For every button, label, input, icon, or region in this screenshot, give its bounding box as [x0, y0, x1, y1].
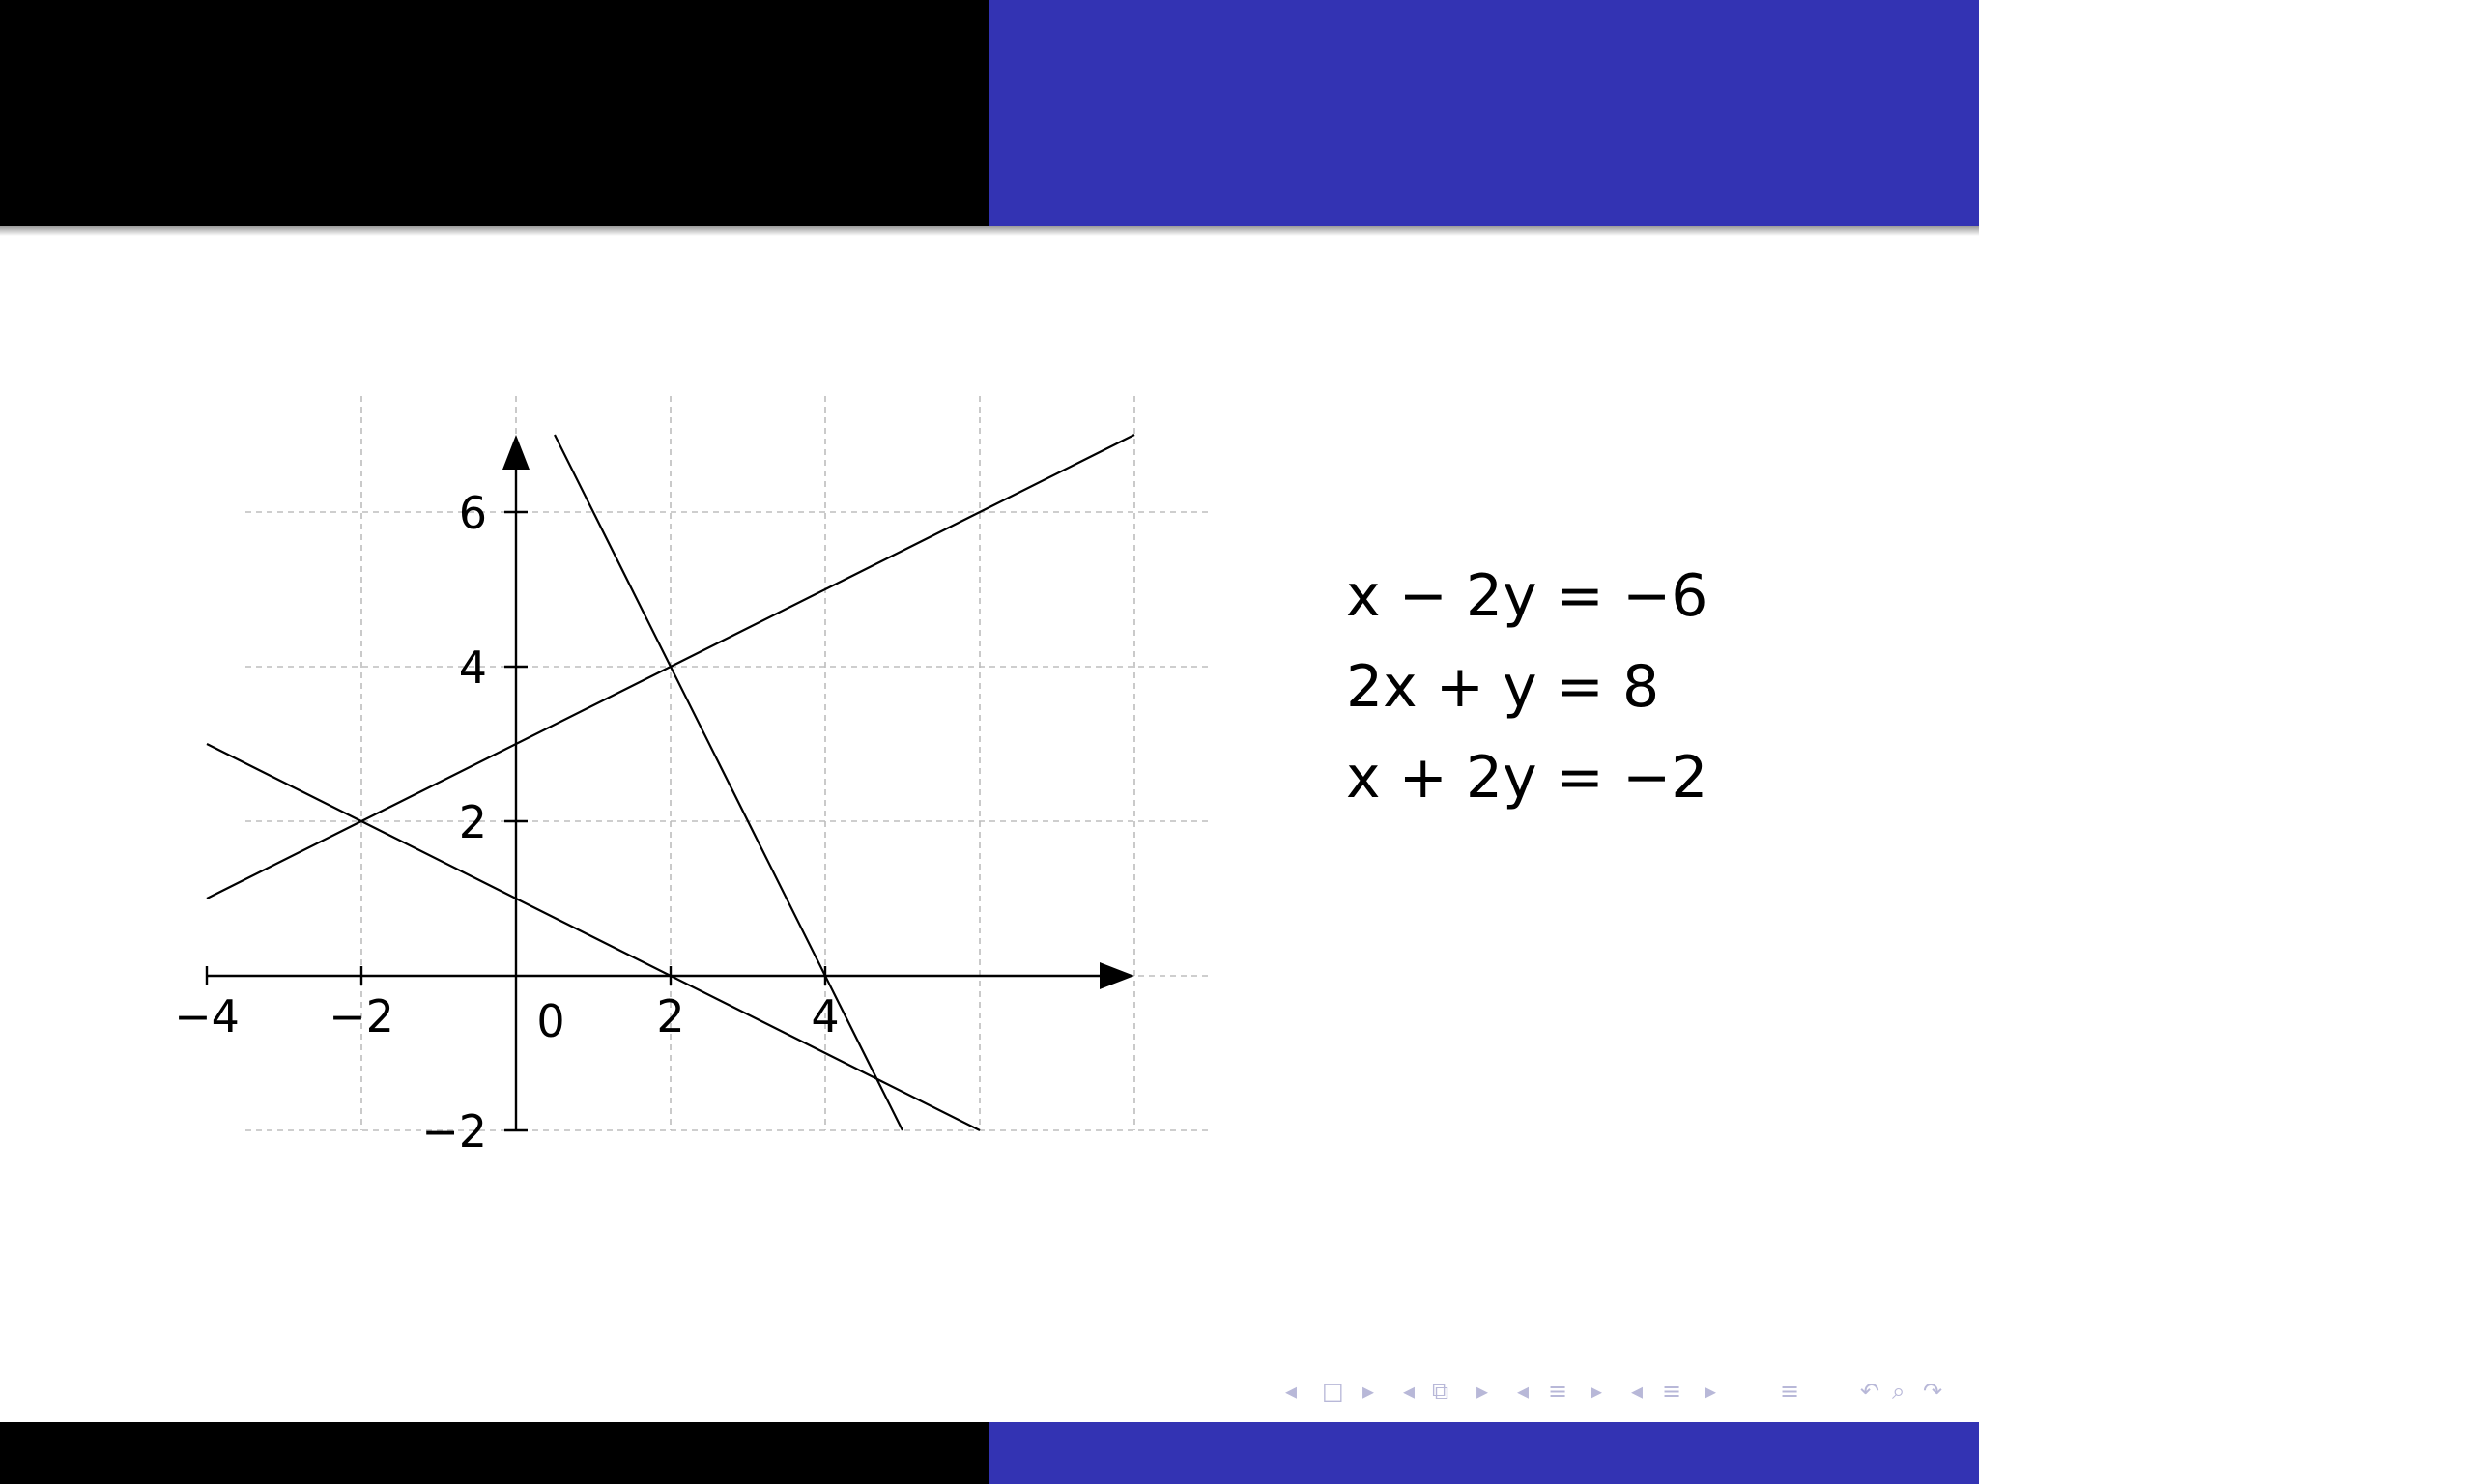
y-tick-label: 2 [458, 796, 487, 848]
nav-section-left-icon[interactable]: ◂ [1517, 1378, 1530, 1405]
x-tick-label: 2 [656, 990, 685, 1042]
nav-frame-icon[interactable]: □ [1322, 1378, 1344, 1405]
y-tick-label: 6 [458, 487, 487, 539]
nav-document-right-icon[interactable]: ▸ [1705, 1378, 1717, 1405]
x-axis-arrowhead [1100, 962, 1134, 989]
nav-document-left-icon[interactable]: ◂ [1631, 1378, 1644, 1405]
x-tick-label: −2 [329, 990, 394, 1042]
footer-course-title: Math 1300 Finite Mathematics [2025, 1435, 2465, 1471]
equation-3: x + 2y = −2 [1346, 744, 1708, 812]
footer-left-panel [0, 1422, 989, 1484]
origin-label: 0 [536, 995, 565, 1047]
nav-search-icon[interactable]: ⌕ [1892, 1378, 1906, 1405]
footer-right-panel [989, 1422, 2465, 1484]
nav-back-icon[interactable]: ↶ [1860, 1378, 1880, 1405]
nav-subsection-icon[interactable]: ⧉ [1432, 1378, 1449, 1405]
x-tick-label: 4 [811, 990, 840, 1042]
equation-1: x − 2y = −6 [1346, 562, 1708, 630]
series-line-3 [207, 744, 980, 1130]
nav-document-icon[interactable]: ≡ [1662, 1378, 1682, 1405]
nav-forward-icon[interactable]: ↷ [1923, 1378, 1943, 1405]
nav-subsection-left-icon[interactable]: ◂ [1403, 1378, 1416, 1405]
nav-subsection-right-icon[interactable]: ▸ [1476, 1378, 1489, 1405]
nav-right-arrow-icon[interactable]: ▸ [1362, 1378, 1375, 1405]
equation-2: 2x + y = 8 [1346, 653, 1660, 721]
nav-appendix-icon[interactable]: ≡ [1780, 1378, 1800, 1405]
nav-left-arrow-icon[interactable]: ◂ [1285, 1378, 1298, 1405]
series-line-2 [555, 435, 903, 1130]
nav-section-right-icon[interactable]: ▸ [1591, 1378, 1603, 1405]
beamer-navigation-symbols [1285, 1375, 1962, 1408]
slide-footer [0, 1422, 2465, 1484]
x-tick-label: −4 [174, 990, 240, 1042]
nav-section-icon[interactable]: ≡ [1548, 1378, 1568, 1405]
y-tick-label: −2 [421, 1105, 487, 1157]
y-axis-arrowhead [502, 435, 530, 470]
equation-system [1346, 551, 1707, 823]
y-tick-label: 4 [458, 642, 487, 694]
